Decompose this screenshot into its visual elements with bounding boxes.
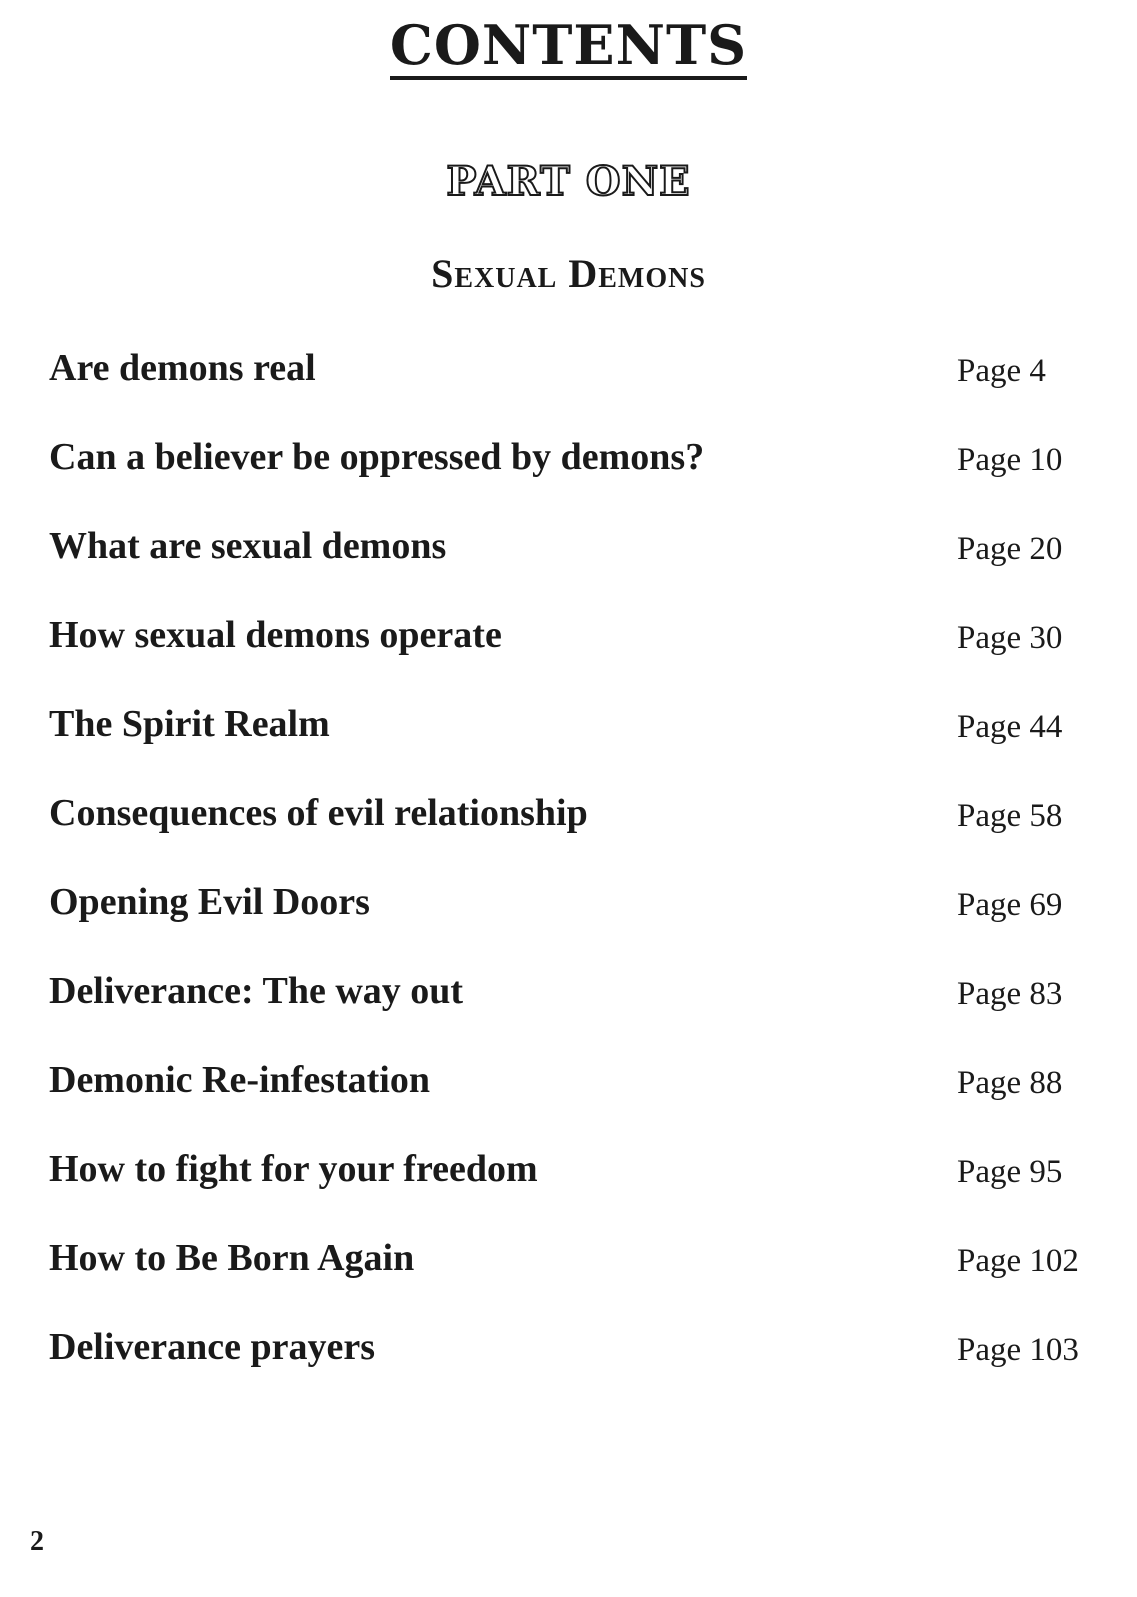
toc-entry	[49, 787, 1089, 876]
toc-entry	[49, 698, 1089, 787]
toc-entry-title: What are sexual demons	[49, 525, 447, 567]
toc-entry-title: The Spirit Realm	[49, 703, 330, 745]
toc-entry	[49, 1321, 1089, 1410]
toc-entry-page: Page 10	[957, 442, 1063, 478]
toc-entry-title: Deliverance prayers	[49, 1326, 376, 1368]
toc-entry	[49, 1232, 1089, 1321]
part-title: PART ONE	[446, 158, 691, 205]
toc-entry	[49, 342, 1089, 431]
toc-entry-title: Can a believer be oppressed by demons?	[49, 436, 705, 478]
toc-entry-title: Consequences of evil relationship	[49, 792, 588, 834]
toc-entry	[49, 965, 1089, 1054]
toc-entry-page: Page 83	[957, 976, 1063, 1012]
toc-entry	[49, 1143, 1089, 1232]
toc-entry-title: How to Be Born Again	[49, 1237, 415, 1279]
toc-entry-title: Opening Evil Doors	[49, 881, 370, 923]
toc-entry-title: Are demons real	[49, 347, 316, 389]
toc-entry-page: Page 102	[957, 1243, 1079, 1279]
toc-entry	[49, 876, 1089, 965]
toc-entry-title: How sexual demons operate	[49, 614, 502, 656]
page-title-text: CONTENTS	[390, 14, 747, 80]
section-title: Sexual Demons	[431, 251, 706, 296]
toc-entry-title: Deliverance: The way out	[49, 970, 464, 1012]
toc-entry-page: Page 20	[957, 531, 1063, 567]
toc-entry-page: Page 58	[957, 798, 1063, 834]
page-title	[0, 14, 1137, 80]
toc-entry-page: Page 95	[957, 1154, 1063, 1190]
toc-entry-page: Page 4	[957, 353, 1046, 389]
toc-entry-page: Page 69	[957, 887, 1063, 923]
toc-entry-page: Page 30	[957, 620, 1063, 656]
toc-entry-page: Page 103	[957, 1332, 1079, 1368]
toc-entry-title: Demonic Re-infestation	[49, 1059, 430, 1101]
toc-entry-page: Page 44	[957, 709, 1063, 745]
toc-entry	[49, 1054, 1089, 1143]
table-of-contents	[49, 342, 1089, 1410]
toc-entry	[49, 609, 1089, 698]
toc-entry-title: How to fight for your freedom	[49, 1148, 538, 1190]
toc-entry-page: Page 88	[957, 1065, 1063, 1101]
page-number: 2	[30, 1526, 44, 1557]
toc-entry	[49, 520, 1089, 609]
toc-entry	[49, 431, 1089, 520]
